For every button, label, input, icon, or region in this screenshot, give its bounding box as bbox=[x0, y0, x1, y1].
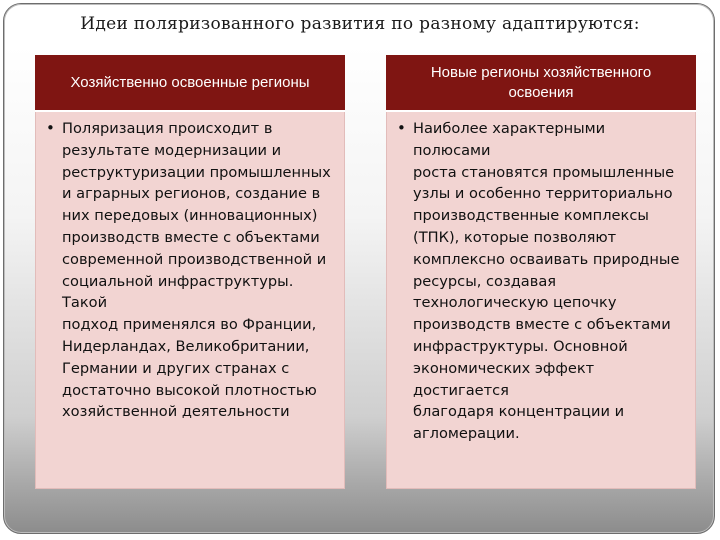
column-developed-regions bbox=[35, 55, 345, 491]
bullet-item bbox=[397, 118, 685, 445]
bullet-text: Наиболее характерными полюсами роста становятся промышленные узлы и особенно территориально производственные комплексы (ТПК), которые позволяют комплексно осваивать природные ресурсы, создавая технологическую цепочку производств вместе с объектами инфраструктуры. Основной экономических эффект достигается благодаря концентрации и агломерации. bbox=[413, 120, 680, 443]
column-new-regions bbox=[386, 55, 696, 491]
bullet-icon: • bbox=[46, 119, 55, 137]
bullet-icon: • bbox=[397, 119, 406, 137]
column-header: Новые регионы хозяйственного освоения bbox=[386, 55, 696, 112]
bullet-item bbox=[46, 118, 334, 423]
slide-title: Идеи поляризованного развития по разному адаптируются: bbox=[80, 14, 640, 34]
bullet-text: Поляризация происходит в результате модернизации и реструктуризации промышленных и аграрных регионов, создание в них передовых (инновационных) производств вместе с объектами современной производственной и социальной инфраструктуры. Такой подход применялся во Франции, Нидерландах, Великобритании, Германии и других странах с достаточно высокой плотностью хозяйственной деятельности bbox=[62, 120, 331, 421]
column-body bbox=[35, 112, 345, 489]
column-body bbox=[386, 112, 696, 489]
column-header: Хозяйственно освоенные регионы bbox=[35, 55, 345, 112]
